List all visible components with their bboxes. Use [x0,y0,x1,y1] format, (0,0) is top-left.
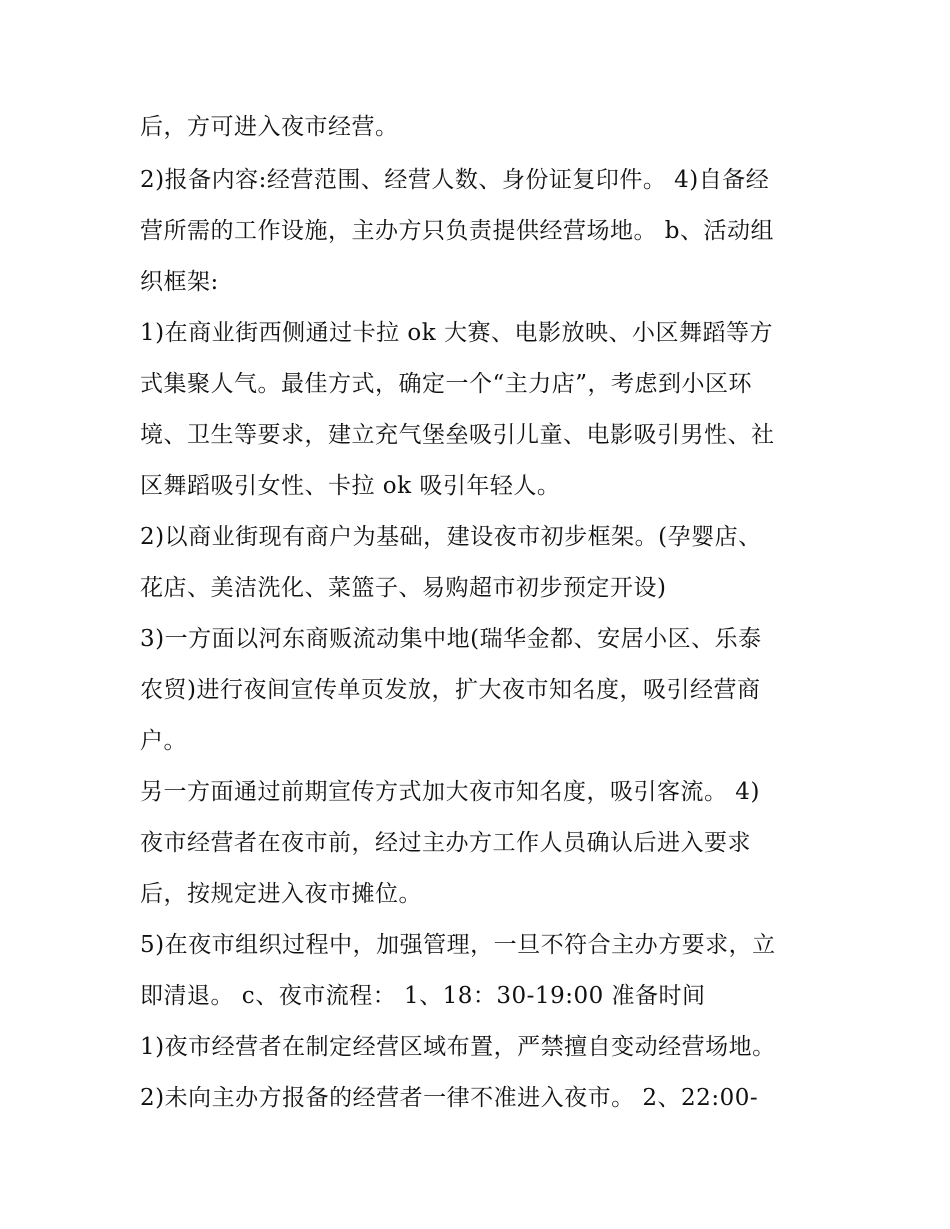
text-line: 农贸)进行夜间宣传单页发放，扩大夜市知名度，吸引经营商 [140,677,761,703]
text-line: 营所需的工作设施，主办方只负责提供经营场地。 b、活动组 [140,218,775,244]
text-line: 织框架: [140,269,219,295]
text-line: 夜市经营者在夜市前，经过主办方工作人员确认后进入要求 [140,830,751,856]
text-line: 1)在商业街西侧通过卡拉 ok 大赛、电影放映、小区舞蹈等方 [140,320,774,346]
text-line: 2)报备内容:经营范围、经营人数、身份证复印件。 4)自备经 [140,167,770,193]
text-line: 2)未向主办方报备的经营者一律不准进入夜市。 2、22:00- [140,1085,759,1111]
text-line: 即清退。 c、夜市流程： 1、18：30-19:00 准备时间 [140,983,706,1009]
text-line: 后，按规定进入夜市摊位。 [140,881,422,907]
text-line: 1)夜市经营者在制定经营区域布置，严禁擅自变动经营场地。 [140,1034,776,1060]
text-line: 另一方面通过前期宣传方式加大夜市知名度，吸引客流。 4) [140,779,760,805]
text-line: 2)以商业街现有商户为基础，建设夜市初步框架。(孕婴店、 [140,524,762,550]
text-line: 境、卫生等要求，建立充气堡垒吸引儿童、电影吸引男性、社 [140,422,775,448]
text-line: 户。 [140,728,187,754]
text-line: 花店、美洁洗化、菜篮子、易购超市初步预定开设) [140,575,667,601]
text-line: 式集聚人气。最佳方式，确定一个“主力店”，考虑到小区环 [140,371,753,397]
text-line: 后，方可进入夜市经营。 [140,114,399,140]
text-line: 5)在夜市组织过程中，加强管理，一旦不符合主办方要求，立 [140,932,776,958]
text-line: 区舞蹈吸引女性、卡拉 ok 吸引年轻人。 [140,473,561,499]
text-line: 3)一方面以河东商贩流动集中地(瑞华金都、安居小区、乐泰 [140,626,762,652]
